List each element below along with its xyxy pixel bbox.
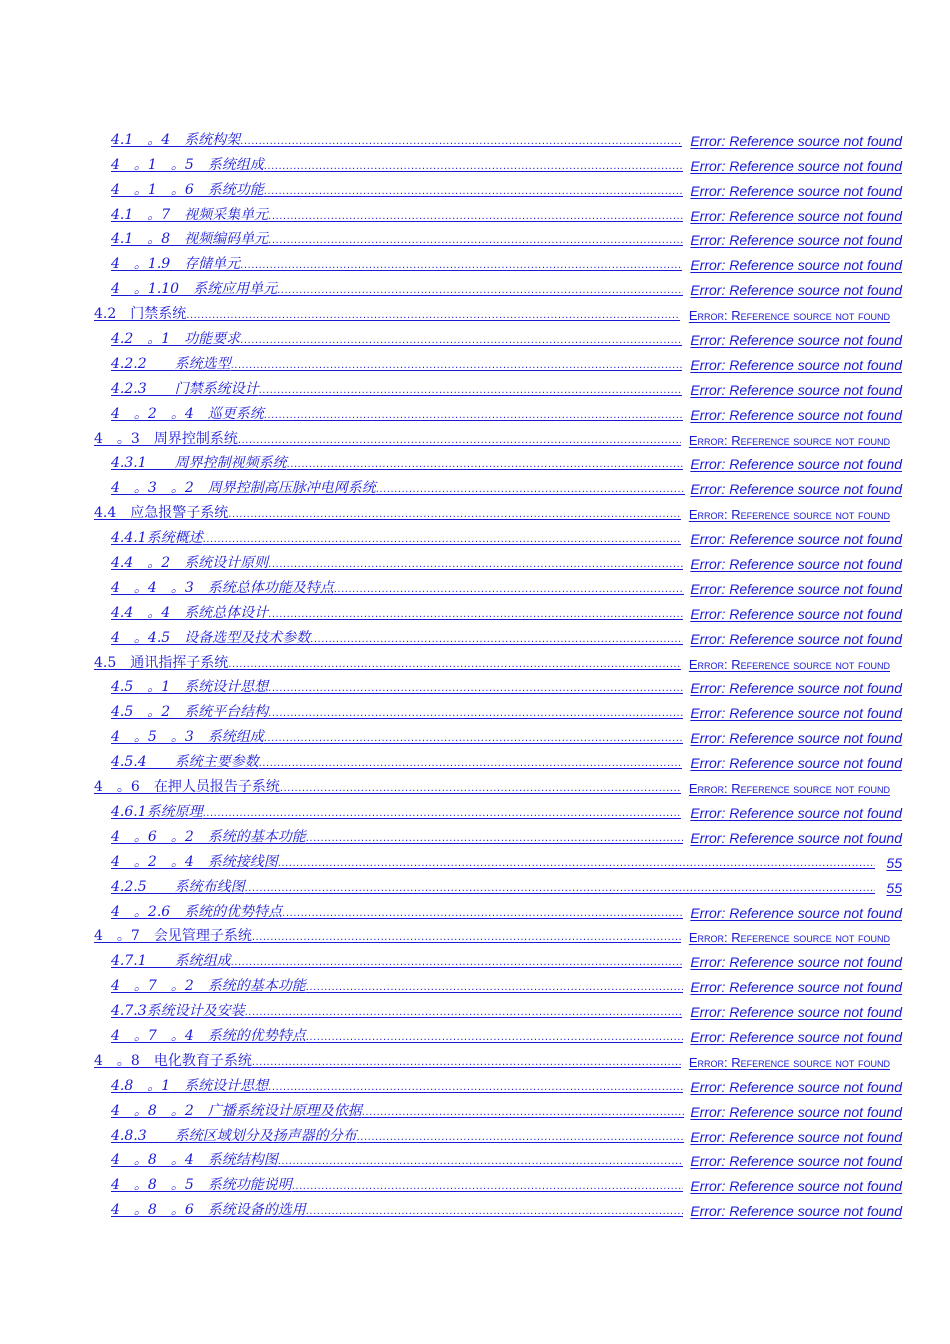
- toc-dot-leader: [306, 982, 684, 995]
- toc-entry-title: 4.1 。7 视频采集单元: [111, 206, 269, 223]
- toc-entry[interactable]: [0, 323, 950, 348]
- toc-entry[interactable]: [0, 1169, 950, 1194]
- toc-entry-page: Error: Reference source not found: [688, 930, 890, 946]
- toc-entry-page: Error: Reference source not found: [690, 556, 902, 573]
- toc-dot-leader: [203, 534, 682, 547]
- toc-entry[interactable]: [0, 298, 950, 323]
- toc-dot-leader: [268, 708, 682, 721]
- toc-entry[interactable]: [0, 796, 950, 821]
- toc-entry-page: Error: Reference source not found: [690, 630, 902, 647]
- toc-entry-page: Error: Reference source not found: [690, 954, 902, 971]
- toc-entry[interactable]: [0, 224, 950, 249]
- toc-dot-leader: [264, 186, 683, 199]
- toc-dot-leader: [268, 559, 682, 572]
- toc-entry-page: Error: Reference source not found: [690, 829, 902, 846]
- toc-dot-leader: [259, 385, 683, 398]
- toc-entry[interactable]: [0, 821, 950, 846]
- toc-entry-page: Error: Reference source not found: [690, 356, 902, 373]
- toc-entry-page: Error: Reference source not found: [688, 308, 890, 324]
- toc-entry-title: 4 。1.10 系统应用单元: [111, 281, 278, 298]
- toc-entry-page: Error: Reference source not found: [690, 605, 902, 622]
- toc-entry-page: Error: Reference source not found: [690, 680, 902, 697]
- toc-dot-leader: [240, 335, 682, 348]
- toc-dot-leader: [278, 1156, 683, 1169]
- toc-entry-title: 4 。1 。5 系统组成: [111, 156, 264, 173]
- toc-dot-leader: [252, 1057, 681, 1070]
- toc-entry-page: Error: Reference source not found: [690, 580, 902, 597]
- toc-entry-page: Error: Reference source not found: [690, 755, 902, 772]
- toc-dot-leader: [268, 1082, 682, 1095]
- toc-entry-title: 4 。1.9 存储单元: [111, 256, 241, 273]
- toc-entry-page: Error: Reference source not found: [690, 730, 902, 747]
- toc-dot-leader: [292, 1181, 683, 1194]
- toc-entry-title: 4.8 。1 系统设计思想: [111, 1077, 269, 1094]
- toc-entry-page: Error: Reference source not found: [690, 207, 902, 224]
- toc-dot-leader: [306, 1206, 684, 1219]
- toc-entry-page: Error: Reference source not found: [690, 456, 902, 473]
- toc-entry-title: 4.8.3 系统区域划分及扬声器的分布: [111, 1127, 357, 1144]
- toc-entry[interactable]: [0, 647, 950, 672]
- toc-entry-page: Error: Reference source not found: [690, 1028, 902, 1045]
- toc-entry[interactable]: [0, 547, 950, 572]
- toc-dot-leader: [238, 435, 681, 448]
- toc-entry-page: Error: Reference source not found: [690, 182, 902, 199]
- toc-entry-title: 4 。6 在押人员报告子系统: [94, 779, 280, 796]
- toc-entry[interactable]: [0, 1145, 950, 1170]
- toc-entry-title: 4.2 门禁系统: [94, 306, 187, 323]
- toc-entry-title: 4.4 。4 系统总体设计: [111, 604, 269, 621]
- toc-entry-title: 4 。4.5 设备选型及技术参数: [111, 629, 311, 646]
- toc-entry[interactable]: [0, 423, 950, 448]
- toc-entry-page: Error: Reference source not found: [688, 656, 890, 672]
- toc-entry-title: 4 。8 。2 广播系统设计原理及依据: [111, 1102, 362, 1119]
- toc-entry-page: Error: Reference source not found: [690, 705, 902, 722]
- toc-dot-leader: [268, 235, 682, 248]
- toc-entry-title: 4.7.3系统设计及安装: [111, 1003, 245, 1020]
- toc-entry[interactable]: [0, 945, 950, 970]
- toc-entry-title: 4.4.1系统概述: [111, 530, 203, 547]
- toc-dot-leader: [357, 1132, 685, 1145]
- toc-entry-page: Error: Reference source not found: [690, 257, 902, 274]
- toc-entry-page: Error: Reference source not found: [688, 507, 890, 523]
- toc-entry[interactable]: [0, 995, 950, 1020]
- toc-entry-page: Error: Reference source not found: [690, 132, 902, 149]
- toc-entry[interactable]: [0, 896, 950, 921]
- toc-dot-leader: [277, 285, 683, 298]
- toc-entry[interactable]: [0, 398, 950, 423]
- toc-entry-page: Error: Reference source not found: [690, 1178, 902, 1195]
- toc-dot-leader: [231, 360, 682, 373]
- toc-entry[interactable]: [0, 871, 950, 896]
- toc-entry-page: Error: Reference source not found: [690, 282, 902, 299]
- toc-entry-page: Error: Reference source not found: [690, 232, 902, 249]
- toc-entry-title: 4.7.1 系统组成: [111, 953, 231, 970]
- toc-entry[interactable]: [0, 373, 950, 398]
- toc-entry-title: 4 。8 电化教育子系统: [94, 1052, 252, 1069]
- toc-entry-title: 4 。7 会见管理子系统: [94, 928, 252, 945]
- toc-entry[interactable]: [0, 921, 950, 946]
- toc-entry-title: 4.2.5 系统布线图: [111, 878, 245, 895]
- toc-entry-page: Error: Reference source not found: [690, 1128, 902, 1145]
- toc-entry[interactable]: [0, 248, 950, 273]
- toc-entry-page: Error: Reference source not found: [690, 531, 902, 548]
- toc-entry[interactable]: [0, 149, 950, 174]
- toc-entry-page: 55: [886, 879, 902, 896]
- toc-entry[interactable]: [0, 970, 950, 995]
- toc-entry[interactable]: [0, 696, 950, 721]
- toc-dot-leader: [306, 833, 684, 846]
- toc-entry-title: 4.2.2 系统选型: [111, 355, 231, 372]
- toc-entry-title: 4 。1 。6 系统功能: [111, 181, 264, 198]
- toc-entry-page: Error: Reference source not found: [690, 979, 902, 996]
- toc-dot-leader: [186, 310, 679, 323]
- toc-entry[interactable]: [0, 348, 950, 373]
- toc-entry-title: 4.5 通讯指挥子系统: [94, 654, 229, 671]
- toc-entry-title: 4 。3 周界控制系统: [94, 430, 238, 447]
- toc-entry[interactable]: [0, 721, 950, 746]
- toc-dot-leader: [334, 584, 684, 597]
- toc-entry[interactable]: [0, 746, 950, 771]
- toc-entry-title: 4.5.4 系统主要参数: [111, 754, 259, 771]
- toc-entry-title: 4 。2 。4 巡更系统: [111, 405, 264, 422]
- toc-entry-title: 4 。5 。3 系统组成: [111, 729, 264, 746]
- toc-dot-leader: [228, 659, 680, 672]
- toc-entry-page: Error: Reference source not found: [690, 1004, 902, 1021]
- toc-entry-title: 4.3.1 周界控制视频系统: [111, 455, 287, 472]
- toc-entry-title: 4 。8 。5 系统功能说明: [111, 1177, 292, 1194]
- toc-dot-leader: [264, 161, 683, 174]
- toc-entry[interactable]: [0, 174, 950, 199]
- toc-entry-title: 4.4 。2 系统设计原则: [111, 555, 269, 572]
- toc-dot-leader: [203, 808, 682, 821]
- toc-entry-title: 4 。4 。3 系统总体功能及特点: [111, 579, 334, 596]
- toc-entry[interactable]: [0, 1020, 950, 1045]
- toc-entry[interactable]: [0, 273, 950, 298]
- toc-dot-leader: [362, 1107, 685, 1120]
- toc-dot-leader: [231, 957, 682, 970]
- toc-entry-page: Error: Reference source not found: [688, 781, 890, 797]
- toc-entry-page: Error: Reference source not found: [690, 804, 902, 821]
- toc-entry-page: Error: Reference source not found: [690, 1103, 902, 1120]
- toc-entry-page: Error: Reference source not found: [690, 332, 902, 349]
- toc-entry-page: Error: Reference source not found: [690, 1203, 902, 1220]
- toc-dot-leader: [268, 683, 682, 696]
- toc-entry[interactable]: [0, 1045, 950, 1070]
- toc-dot-leader: [259, 758, 683, 771]
- toc-dot-leader: [310, 634, 683, 647]
- toc-entry-page: Error: Reference source not found: [690, 381, 902, 398]
- toc-dot-leader: [228, 509, 680, 522]
- toc-entry-page: 55: [886, 854, 902, 871]
- toc-entry[interactable]: [0, 597, 950, 622]
- toc-dot-leader: [282, 908, 683, 921]
- toc-dot-leader: [252, 932, 681, 945]
- toc-entry[interactable]: [0, 771, 950, 796]
- toc-entry[interactable]: [0, 497, 950, 522]
- toc-entry-page: Error: Reference source not found: [688, 1054, 890, 1070]
- toc-dot-leader: [268, 609, 682, 622]
- toc-entry-title: 4 。2 。4 系统接线图: [111, 853, 278, 870]
- toc-entry-page: Error: Reference source not found: [690, 1078, 902, 1095]
- toc-entry-page: Error: Reference source not found: [690, 157, 902, 174]
- toc-entry-title: 4 。3 。2 周界控制高压脉冲电网系统: [111, 480, 376, 497]
- toc-dot-leader: [240, 136, 682, 149]
- toc-entry-title: 4.6.1系统原理: [111, 803, 203, 820]
- toc-entry-title: 4 。7 。2 系统的基本功能: [111, 978, 306, 995]
- toc-entry[interactable]: [0, 846, 950, 871]
- toc-entry-title: 4.2.3 门禁系统设计: [111, 380, 259, 397]
- toc-entry[interactable]: [0, 448, 950, 473]
- toc-dot-leader: [264, 733, 683, 746]
- toc-dot-leader: [376, 484, 685, 497]
- toc-dot-leader: [268, 211, 682, 224]
- toc-dot-leader: [306, 1032, 684, 1045]
- toc-entry-title: 4 。7 。4 系统的优势特点: [111, 1027, 306, 1044]
- toc-entry-title: 4 。8 。6 系统设备的选用: [111, 1202, 306, 1219]
- toc-entry[interactable]: [0, 124, 950, 149]
- toc-dot-leader: [240, 260, 682, 273]
- toc-entry[interactable]: [0, 1120, 950, 1145]
- toc-dot-leader: [278, 858, 876, 871]
- toc-entry-title: 4 。8 。4 系统结构图: [111, 1152, 278, 1169]
- toc-entry[interactable]: [0, 199, 950, 224]
- toc-entry[interactable]: [0, 1095, 950, 1120]
- toc-entry[interactable]: [0, 472, 950, 497]
- toc-entry[interactable]: [0, 622, 950, 647]
- toc-entry-title: 4.4 应急报警子系统: [94, 505, 229, 522]
- toc-entry-title: 4.1 。8 视频编码单元: [111, 231, 269, 248]
- toc-entry-title: 4.1 。4 系统构架: [111, 131, 241, 148]
- toc-entry-title: 4 。6 。2 系统的基本功能: [111, 828, 306, 845]
- toc-entry[interactable]: [0, 1070, 950, 1095]
- toc-entry[interactable]: [0, 572, 950, 597]
- toc-entry[interactable]: [0, 672, 950, 697]
- toc-entry-title: 4 。2.6 系统的优势特点: [111, 903, 283, 920]
- toc-entry-page: Error: Reference source not found: [690, 1153, 902, 1170]
- toc-dot-leader: [245, 1007, 683, 1020]
- toc-entry-page: Error: Reference source not found: [690, 904, 902, 921]
- toc-dot-leader: [287, 459, 683, 472]
- toc-dot-leader: [245, 883, 875, 896]
- toc-entry-page: Error: Reference source not found: [690, 406, 902, 423]
- table-of-contents: [0, 124, 950, 1219]
- toc-entry-title: 4.2 。1 功能要求: [111, 331, 241, 348]
- toc-entry-page: Error: Reference source not found: [690, 481, 902, 498]
- toc-entry-title: 4.5 。2 系统平台结构: [111, 704, 269, 721]
- toc-dot-leader: [280, 783, 682, 796]
- toc-entry[interactable]: [0, 1194, 950, 1219]
- toc-dot-leader: [264, 410, 683, 423]
- toc-entry-page: Error: Reference source not found: [688, 432, 890, 448]
- toc-entry-title: 4.5 。1 系统设计思想: [111, 679, 269, 696]
- toc-entry[interactable]: [0, 522, 950, 547]
